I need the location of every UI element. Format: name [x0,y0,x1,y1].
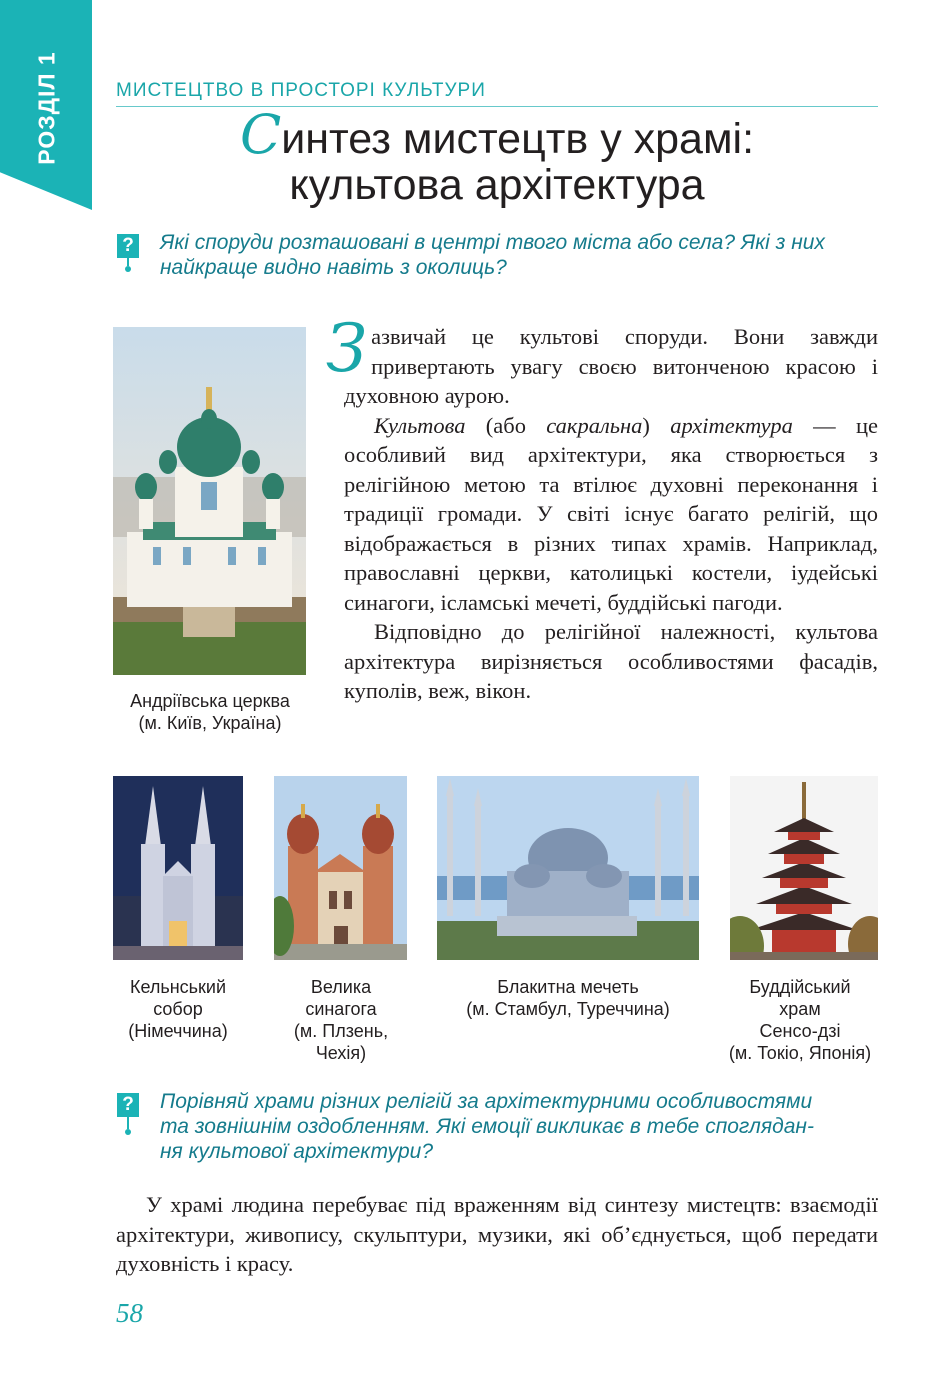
caption-line: Кельнський [129,977,227,997]
cologne-cathedral-caption [103,976,253,1042]
caption-line: Сенсо-дзі [759,1021,841,1041]
question-2 [160,1089,880,1164]
question-mark-stem [127,258,129,266]
caption-line: (м. Токіо, Японія) [728,1043,872,1063]
great-synagogue-photo [274,776,407,960]
title-line-1 [116,103,878,166]
term-sacral: сакральна [546,412,643,438]
page-title [116,103,878,209]
term-cult: Культова [374,412,466,438]
paragraph-1-text: азвичай це культові споруди. Вони завжди привертають увагу своєю витонченою красою і духовною аурою. [344,324,878,408]
question-1-line-2: найкраще видно навіть з околиць? [160,256,507,279]
paragraph-3: Відповідно до релігійної належності, культова архітектура вирізняється особливостями фасадів, куполів, веж, вікон. [344,619,878,703]
andrew-church-caption-line-2: (м. Київ, Україна) [138,713,282,733]
term-architecture: архітектура [670,412,793,438]
caption-line: Буддійський [749,977,851,997]
caption-line: синагога [305,999,377,1019]
caption-line: собор [153,999,203,1019]
andrew-church-caption [104,690,316,734]
cologne-cathedral-photo [113,776,243,960]
question-mark-stem [127,1117,129,1129]
page-number: 58 [116,1298,143,1328]
question-2-line-2: та зовнішнім оздобленням. Які емоції викликає в тебе споглядан- [160,1115,814,1138]
main-text [326,310,878,706]
final-paragraph: У храмі людина перебуває під враженням від синтезу мистецтв: взаємодії архітектури, живопису, скульптури, музики, які об’єднується, щоб передати духовність і красу. [116,1192,878,1276]
andrew-church-photo [113,327,306,675]
question-1-line-1: Які споруди розташовані в центрі твого міста або села? Які з них [160,231,825,254]
chapter-tab-label: РОЗДІЛ 1 [33,51,60,165]
question-mark-dot [125,266,131,272]
caption-line: (м. Стамбул, Туреччина) [466,999,670,1019]
question-mark-icon: ? [117,234,139,258]
caption-line: (Німеччина) [128,1021,228,1041]
andrew-church-caption-line-1: Андріївська церква [130,691,290,711]
section-heading: МИСТЕЦТВО В ПРОСТОРІ КУЛЬТУРИ [116,80,878,107]
senso-ji-photo [730,776,878,960]
caption-line: (м. Плзень, [293,1021,389,1041]
caption-line: Велика [310,977,372,997]
blue-mosque-photo [437,776,699,960]
title-initial: С [239,103,282,166]
paragraph-2-rest: — це особливий вид архітектури, яка створюється з релігійною метою та втілює духовні переконання і традиції громади. У світі існує багато релігій, що відображається в різних типах храмів. Наприклад, православні церкви, католицькі костели, іудейські синагоги, ісламські мечеті, буддійські пагоди. [344,412,878,615]
paragraph-2-close: ) [642,412,671,438]
paragraph-2 [344,411,878,618]
question-2-line-3: ня культової архітектури? [160,1140,434,1163]
question-mark-dot [125,1129,131,1135]
title-line-1-rest: интез мистецтв у храмі: [281,115,755,163]
paragraph-2-open: (або [465,412,547,438]
question-1 [160,230,880,280]
senso-ji-caption [712,976,888,1064]
caption-line: храм [779,999,821,1019]
paragraph-1 [326,310,878,411]
question-mark-icon: ? [117,1093,139,1117]
question-2-line-1: Порівняй храми різних релігій за архітектурними особливостями [160,1090,813,1113]
caption-line: Чехія) [315,1043,367,1063]
great-synagogue-caption [265,976,417,1064]
blue-mosque-caption [448,976,688,1020]
title-line-2: культова архітектура [289,161,705,209]
caption-line: Блакитна мечеть [497,977,639,997]
drop-cap: З [326,310,368,387]
